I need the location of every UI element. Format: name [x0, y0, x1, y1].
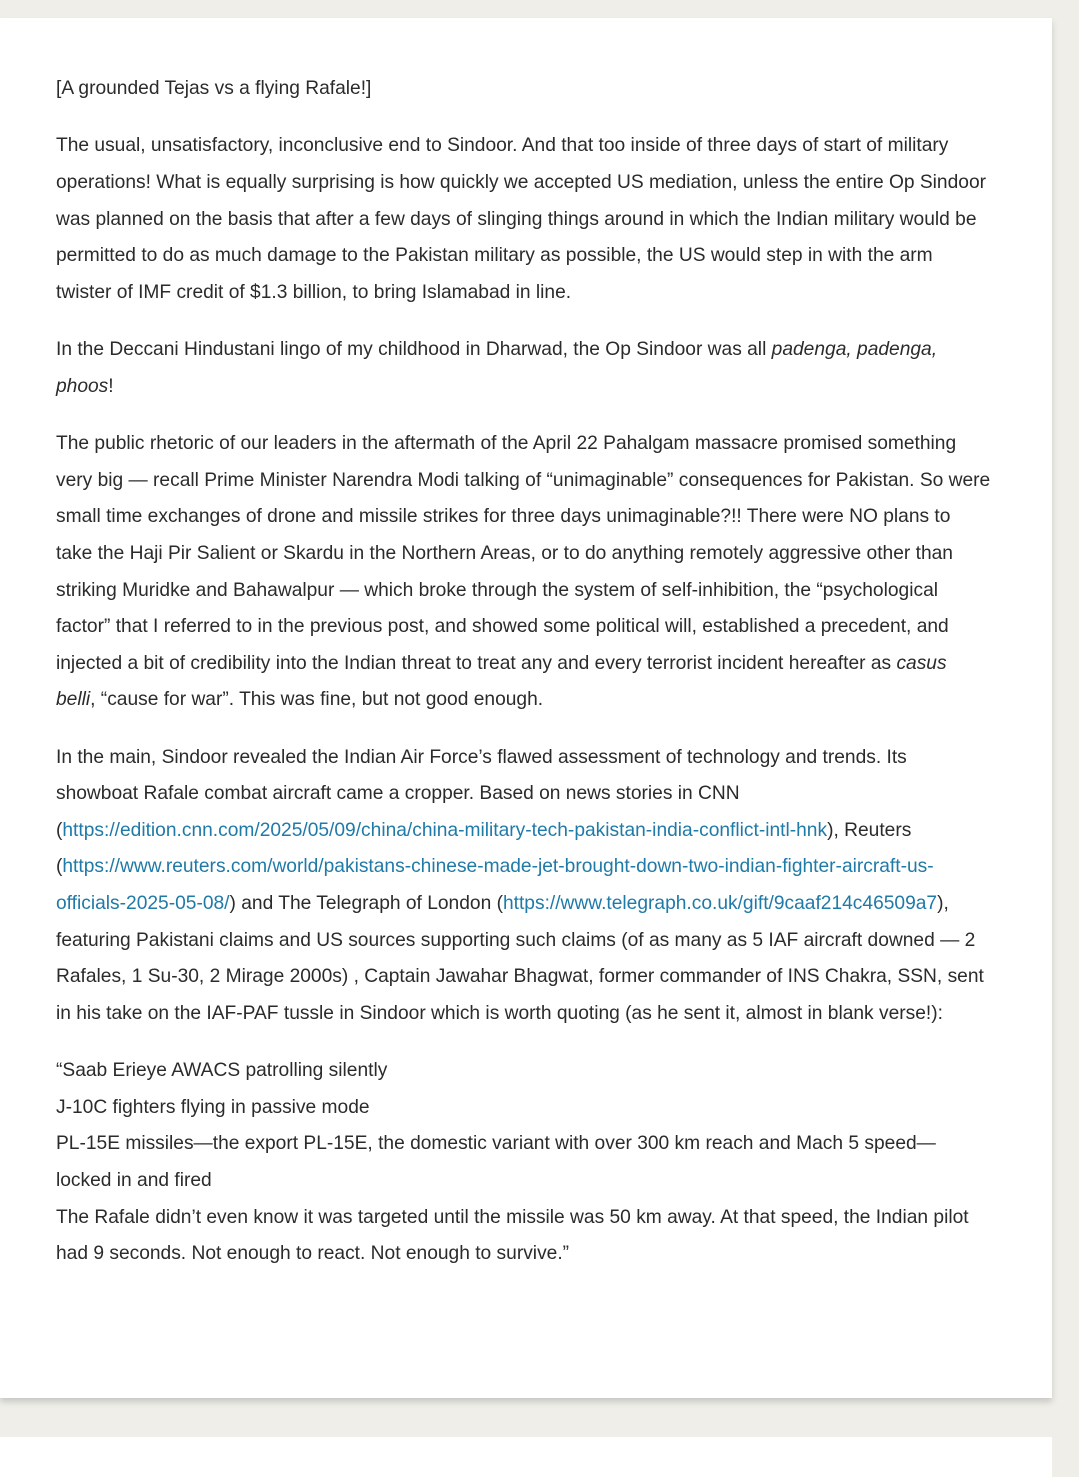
paragraph-4-text-3: ) and The Telegraph of London (	[229, 893, 503, 915]
image-caption: [A grounded Tejas vs a flying Rafale!]	[56, 78, 372, 99]
paragraph-4	[56, 740, 991, 1033]
paragraph-2	[56, 332, 991, 405]
link-telegraph[interactable]: https://www.telegraph.co.uk/gift/9caaf214c46509a7	[502, 893, 938, 915]
link-reuters[interactable]: https://www.reuters.com/world/pakistans-chinese-made-jet-brought-down-two-indian-fighter-aircraft-us-officials-2025-05-08/	[56, 856, 934, 915]
paragraph-4-text-2: ), Reuters (	[56, 819, 912, 878]
paragraph-2-text: In the Deccani Hindustani lingo of my childhood in Dharwad, the Op Sindoor was all	[56, 339, 772, 361]
paragraph-3-end: , “cause for war”. This was fine, but not good enough.	[90, 689, 544, 711]
paragraph-4-text-4: ), featuring Pakistani claims and US sources supporting such claims (of as many as 5 IAF aircraft downed — 2 Rafales, 1 Su-30, 2 Mirage 2000s) , Captain Jawahar Bhagwat, former commander of INS Chakra, SSN, sent in his take on the IAF-PAF tussle in Sindoor which is worth quoting (as he sent it, almost in blank verse!):	[56, 893, 984, 1024]
verse-line-2: J-10C fighters flying in passive mode	[56, 1096, 370, 1118]
verse-quote	[56, 1053, 991, 1273]
verse-line-4: The Rafale didn’t even know it was targeted until the missile was 50 km away. At that speed, the Indian pilot had 9 seconds. Not enough to react. Not enough to survive.”	[56, 1206, 969, 1265]
paragraph-4-text-1: In the main, Sindoor revealed the Indian Air Force’s flawed assessment of technology and trends. Its showboat Rafale combat aircraft came a cropper. Based on news stories in CNN (	[56, 746, 907, 841]
paragraph-1: The usual, unsatisfactory, inconclusive end to Sindoor. And that too inside of three days of start of military operations! What is equally surprising is how quickly we accepted US mediation, unless the entire Op Sindoor was planned on the basis that after a few days of slinging things around in which the Indian military would be permitted to do as much damage to the Pakistan military as possible, the US would step in with the arm twister of IMF credit of $1.3 billion, to bring Islamabad in line.	[56, 135, 987, 303]
article-card	[0, 18, 1052, 1398]
link-cnn[interactable]: https://edition.cnn.com/2025/05/09/china/china-military-tech-pakistan-india-conflict-intl-hnk	[62, 819, 828, 841]
article-body	[56, 71, 991, 1294]
paragraph-3	[56, 426, 991, 719]
verse-line-3: PL-15E missiles—the export PL-15E, the domestic variant with over 300 km reach and Mach 5 speed—locked in and fired	[56, 1133, 936, 1192]
paragraph-3-italic: casus belli	[56, 652, 947, 711]
verse-line-1: “Saab Erieye AWACS patrolling silently	[56, 1060, 388, 1082]
paragraph-2-end: !	[108, 375, 114, 397]
next-card	[0, 1437, 1052, 1477]
paragraph-2-italic: padenga, padenga, phoos	[56, 339, 938, 397]
paragraph-3-text: The public rhetoric of our leaders in the aftermath of the April 22 Pahalgam massacre promised something very big — recall Prime Minister Narendra Modi talking of “unimaginable” consequences for Pakistan. So were small time exchanges of drone and missile strikes for three days unimaginable?!! There were NO plans to take the Haji Pir Salient or Skardu in the Northern Areas, or to do anything remotely aggressive other than striking Muridke and Bahawalpur — which broke through the system of self-inhibition, the “psychological factor” that I referred to in the previous post, and showed some political will, established a precedent, and injected a bit of credibility into the Indian threat to treat any and every terrorist incident hereafter as	[56, 433, 991, 674]
